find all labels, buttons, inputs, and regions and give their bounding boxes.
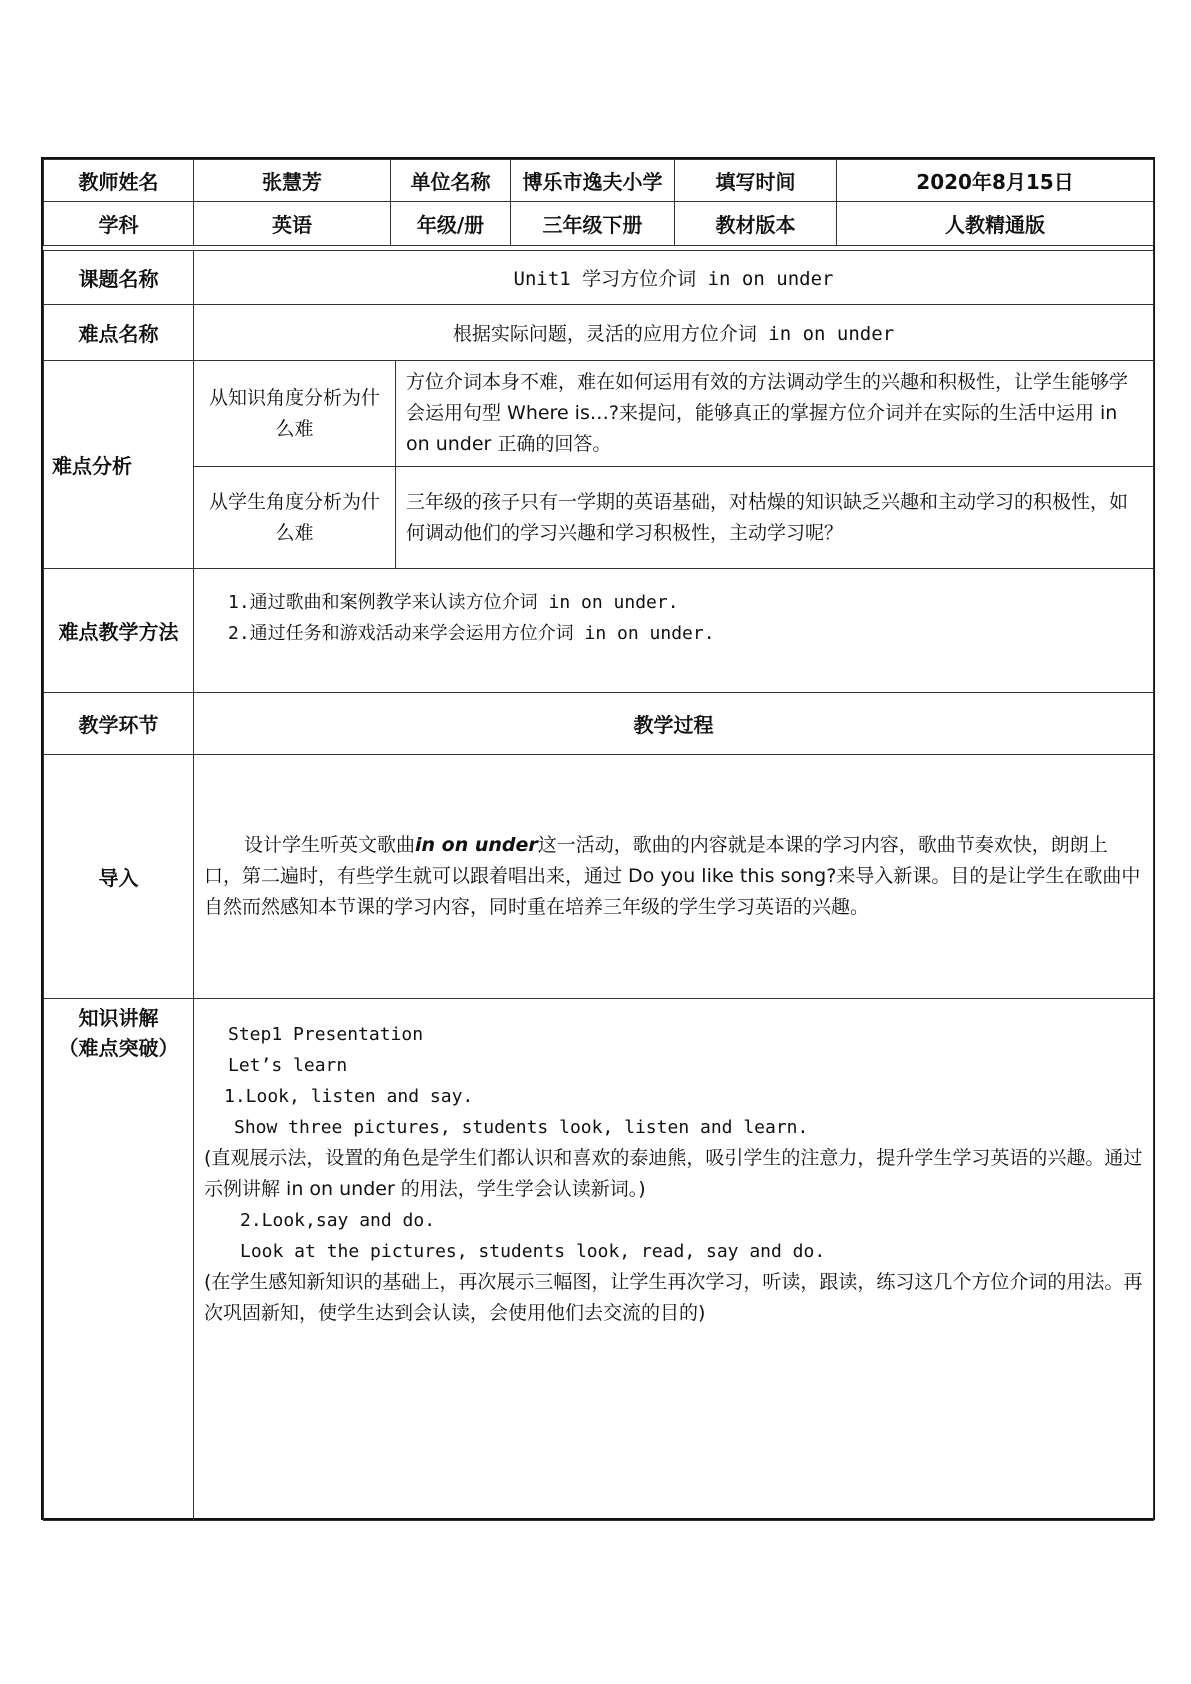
knowledge-row <box>44 999 1154 1521</box>
intro-row <box>44 755 1154 999</box>
analysis-label: 难点分析 <box>44 361 194 569</box>
knowledge-line-5: (直观展示法，设置的角色是学生们都认识和喜欢的泰迪熊，吸引学生的注意力，提升学生学习英语的兴趣。通过示例讲解 in on under 的用法，学生学会认读新词。) <box>204 1147 1143 1200</box>
knowledge-line-8: (在学生感知新知识的基础上，再次展示三幅图，让学生再次学习，听读，跟读，练习这几个方位介词的用法。再次巩固新知，使学生达到会认读，会使用他们去交流的目的) <box>204 1271 1143 1324</box>
knowledge-label-line2: （难点突破） <box>58 1036 179 1060</box>
textbook-label: 教材版本 <box>675 202 837 246</box>
knowledge-line-7: Look at the pictures, students look, read, say and do. <box>240 1241 826 1262</box>
knowledge-line-4: Show three pictures, students look, listen and learn. <box>234 1117 809 1138</box>
intro-label: 导入 <box>44 755 194 999</box>
textbook-value: 人教精通版 <box>837 202 1154 246</box>
analysis-student-row <box>44 467 1154 569</box>
subject-value: 英语 <box>194 202 391 246</box>
intro-text-before: 设计学生听英文歌曲 <box>244 834 416 856</box>
knowledge-line-2: Let’s learn <box>228 1055 348 1076</box>
knowledge-content <box>194 999 1154 1521</box>
process-header-row <box>44 693 1154 755</box>
process-stage-label: 教学环节 <box>44 693 194 755</box>
knowledge-line-6: 2.Look,say and do. <box>240 1210 436 1231</box>
process-label: 教学过程 <box>194 693 1154 755</box>
student-angle-label: 从学生角度分析为什么难 <box>194 467 396 569</box>
intro-text <box>194 755 1154 999</box>
unit-label: 单位名称 <box>391 160 511 202</box>
body-table <box>43 250 1154 1521</box>
grade-value: 三年级下册 <box>511 202 675 246</box>
student-angle-text: 三年级的孩子只有一学期的英语基础，对枯燥的知识缺乏兴趣和主动学习的积极性，如何调动他们的学习兴趣和学习积极性，主动学习呢？ <box>396 467 1154 569</box>
method-cell <box>194 569 1154 693</box>
main-table <box>43 159 1154 246</box>
unit-value: 博乐市逸夫小学 <box>511 160 675 202</box>
knowledge-angle-label: 从知识角度分析为什么难 <box>194 361 396 467</box>
header-row-1 <box>44 160 1154 202</box>
knowledge-label-line1: 知识讲解 <box>78 1006 159 1030</box>
method-label: 难点教学方法 <box>44 569 194 693</box>
teacher-name-label: 教师姓名 <box>44 160 194 202</box>
method-item-2: 2.通过任务和游戏活动来学会运用方位介词 in on under. <box>228 623 715 644</box>
intro-text-after: 这一活动，歌曲的内容就是本课的学习内容，歌曲节奏欢快，朗朗上口，第二遍时，有些学生就可以跟着唱出来，通过 Do you like this song?来导入新课。目的是让学生在歌曲中自然而然感知本节课的学习内容，同时重在培养三年级的学生学习英语的兴趣。 <box>204 834 1141 918</box>
difficulty-value: 根据实际问题，灵活的应用方位介词 in on under <box>194 305 1154 361</box>
difficulty-row <box>44 305 1154 361</box>
grade-label: 年级/册 <box>391 202 511 246</box>
topic-value: Unit1 学习方位介词 in on under <box>194 251 1154 305</box>
knowledge-angle-text: 方位介词本身不难，难在如何运用有效的方法调动学生的兴趣和积极性，让学生能够学会运用句型 Where is…?来提问，能够真正的掌握方位介词并在实际的生活中运用 in on under 正确的回答。 <box>396 361 1154 467</box>
topic-row <box>44 251 1154 305</box>
difficulty-label: 难点名称 <box>44 305 194 361</box>
knowledge-line-3: 1.Look, listen and say. <box>224 1086 474 1107</box>
fill-time-value: 2020年8月15日 <box>837 160 1154 202</box>
fill-time-label: 填写时间 <box>675 160 837 202</box>
lesson-plan-table <box>41 157 1155 1520</box>
analysis-knowledge-row <box>44 361 1154 467</box>
method-item-1: 1.通过歌曲和案例教学来认读方位介词 in on under. <box>228 592 679 613</box>
intro-song-title: in on under <box>415 834 538 856</box>
topic-label: 课题名称 <box>44 251 194 305</box>
knowledge-line-1: Step1 Presentation <box>228 1024 424 1045</box>
header-row-2 <box>44 202 1154 246</box>
knowledge-label <box>44 999 194 1521</box>
teacher-name-value: 张慧芳 <box>194 160 391 202</box>
subject-label: 学科 <box>44 202 194 246</box>
method-row <box>44 569 1154 693</box>
